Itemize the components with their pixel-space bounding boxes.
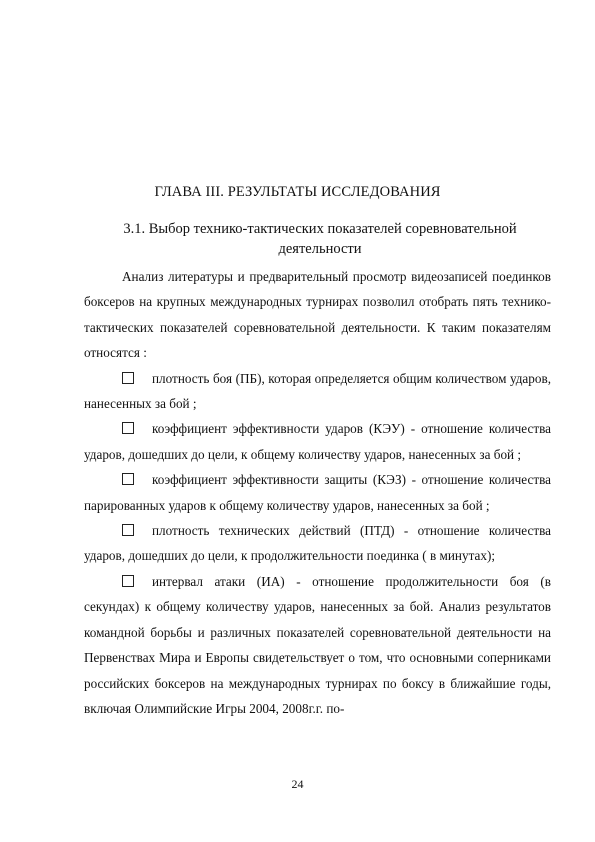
bullet-text: коэффициент эффективности защиты (КЭЗ) - отношение количества парированных ударов к общему количеству ударов, нанесенных за бой ; <box>84 472 551 513</box>
checkbox-icon <box>122 372 134 384</box>
bullet-marker <box>122 569 152 594</box>
body-text <box>84 264 551 721</box>
bullet-text: интервал атаки (ИА) - отношение продолжительности боя (в секундах) к общему количеству ударов, нанесенных за бой. Анализ результатов командной борьбы и различных показателей соревновательной деятельности на Первенствах Мира и Европы свидетельствует о том, что основными соперниками российских боксеров на международных турнирах по боксу в ближайшие годы, включая Олимпийские Игры 2004, 2008г.г. по- <box>84 573 551 716</box>
checkbox-icon <box>122 524 134 536</box>
bullet-text: плотность боя (ПБ), которая определяется общим количеством ударов, нанесенных за бой ; <box>84 370 551 412</box>
section-title: 3.1. Выбор технико-тактических показателей соревновательной деятельности <box>123 221 517 257</box>
checkbox-icon <box>122 575 134 587</box>
bullet-item <box>84 518 551 569</box>
bullet-item <box>84 569 551 721</box>
bullet-marker <box>122 416 152 441</box>
chapter-title: ГЛАВА III. РЕЗУЛЬТАТЫ ИССЛЕДОВАНИЯ <box>154 184 441 200</box>
bullet-marker <box>122 518 152 543</box>
bullet-marker <box>122 366 152 391</box>
bullet-text: коэффициент эффективности ударов (КЭУ) - отношение количества ударов, дошедших до цели, к общему количеству ударов, нанесенных за бой ; <box>84 421 551 462</box>
bullet-item <box>84 416 551 467</box>
checkbox-icon <box>122 473 134 485</box>
checkbox-icon <box>122 422 134 434</box>
bullet-item <box>84 366 551 417</box>
bullet-item <box>84 467 551 518</box>
page-number: 24 <box>291 777 304 791</box>
bullet-marker <box>122 467 152 492</box>
bullet-text: плотность технических действий (ПТД) - отношение количества ударов, дошедших до цели, к продолжительности поединка ( в минутах); <box>84 523 551 564</box>
intro-paragraph: Анализ литературы и предварительный просмотр видеозаписей поединков боксеров на крупных международных турнирах позволил отобрать пять технико-тактических показателей соревновательной деятельности. К таким показателям относятся : <box>84 269 551 361</box>
